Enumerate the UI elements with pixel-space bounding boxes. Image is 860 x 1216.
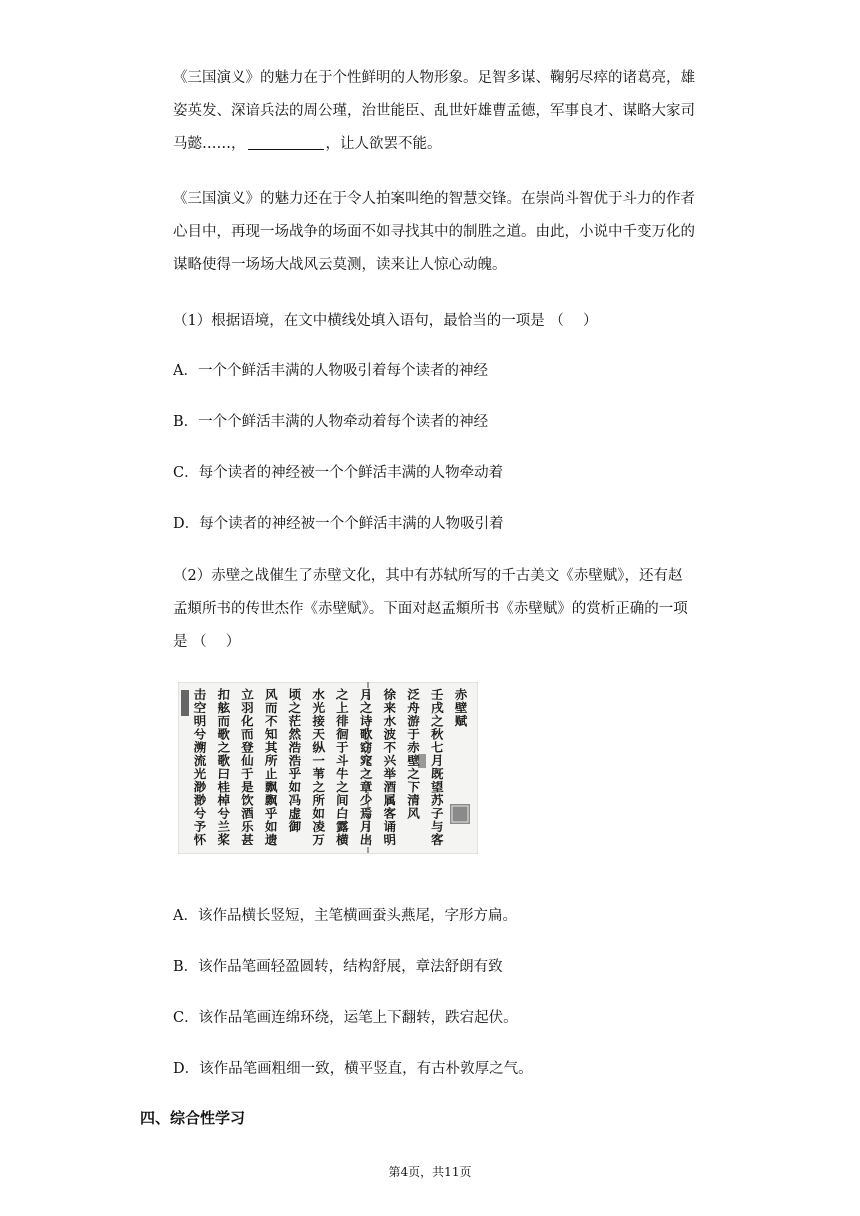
calligraphy-char: 戌: [430, 699, 444, 716]
calligraphy-char: 止: [264, 765, 278, 782]
question-1-stem: （1）根据语境，在文中横线处填入语句，最恰当的一项是 （ ）: [173, 313, 598, 329]
calligraphy-char: 怀: [193, 831, 207, 848]
calligraphy-char: 溯: [193, 739, 207, 756]
question-2-option-b: B．该作品笔画轻盈圆转，结构舒展，章法舒朗有致: [173, 959, 503, 975]
calligraphy-char: 兮: [193, 805, 207, 821]
calligraphy-char: 间: [335, 792, 349, 808]
question-1-option-c: C．每个读者的神经被一个个鲜活丰满的人物牵动着: [173, 465, 504, 481]
calligraphy-char: 赤: [454, 686, 468, 703]
calligraphy-char: 仙: [240, 752, 254, 769]
text-line: （2）赤壁之战催生了赤壁文化，其中有苏轼所写的千古美文《赤壁赋》，还有赵: [173, 568, 683, 584]
calligraphy-char: 冯: [288, 792, 302, 808]
question-1-option-d: D．每个读者的神经被一个个鲜活丰满的人物吸引着: [173, 516, 504, 532]
calligraphy-char: 子: [430, 805, 444, 822]
calligraphy-char: 扣: [217, 686, 231, 703]
calligraphy-char: 棹: [217, 792, 230, 808]
calligraphy-char: 波: [383, 726, 397, 742]
calligraphy-char: 属: [383, 792, 397, 809]
calligraphy-char: 万: [312, 832, 326, 848]
calligraphy-char: 少: [359, 792, 373, 808]
calligraphy-char: 羽: [241, 700, 254, 716]
calligraphy-char: 光: [193, 766, 207, 782]
text-line: 《三国演义》的魅力在于个性鲜明的人物形象。足智多谋、鞠躬尽瘁的诸葛亮，雄: [173, 70, 695, 86]
calligraphy-char: 与: [430, 818, 444, 835]
calligraphy-char: 之: [335, 686, 350, 703]
calligraphy-char: 于: [407, 726, 420, 742]
question-2-stem: [173, 560, 721, 659]
calligraphy-char: 所: [264, 752, 278, 769]
calligraphy-char: 兰: [217, 818, 231, 835]
calligraphy-char: 所: [312, 792, 326, 808]
calligraphy-char: 兮: [217, 805, 231, 822]
text-line: 心目中，再现一场战争的场面不如寻找其中的制胜之道。由此，小说中千变万化的: [173, 224, 695, 240]
calligraphy-char: 之: [359, 700, 373, 716]
calligraphy-char: 如: [288, 779, 302, 795]
calligraphy-char: 乐: [241, 818, 254, 835]
calligraphy-char: 诗: [359, 713, 373, 729]
calligraphy-char: 渺: [193, 778, 207, 795]
calligraphy-char: 甚: [240, 831, 254, 848]
calligraphy-char: 而: [264, 700, 278, 716]
calligraphy-char: 歌: [217, 753, 230, 768]
calligraphy-char: 不: [264, 712, 278, 729]
calligraphy-char: 之: [359, 765, 373, 782]
calligraphy-char: 壁: [454, 700, 468, 716]
calligraphy-char: 明: [383, 831, 397, 848]
calligraphy-char: 徊: [335, 726, 350, 743]
calligraphy-char: 击: [193, 686, 207, 703]
calligraphy-char: 浩: [288, 739, 302, 756]
calligraphy-char: 而: [240, 726, 255, 743]
text-line: 是 （ ）: [173, 634, 241, 650]
question-1-option-a: A．一个个鲜活丰满的人物吸引着每个读者的神经: [173, 363, 488, 379]
calligraphy-char: 乎: [264, 805, 278, 822]
calligraphy-char: 茫: [288, 713, 302, 729]
calligraphy-char: 立: [240, 686, 255, 703]
calligraphy-char: 之: [431, 713, 444, 729]
calligraphy-char: 来: [383, 699, 397, 716]
calligraphy-char: 徐: [383, 686, 397, 703]
text-line: 孟頫所书的传世杰作《赤壁赋》。下面对赵孟頫所书《赤壁赋》的赏析正确的一项: [173, 601, 688, 617]
calligraphy-char: 下: [406, 778, 421, 795]
calligraphy-char: 章: [359, 779, 373, 795]
calligraphy-char: 遗: [264, 831, 278, 848]
calligraphy-char: 不: [383, 739, 397, 756]
calligraphy-char: 兮: [193, 726, 207, 742]
calligraphy-char: 御: [288, 818, 302, 835]
calligraphy-char: 纵: [311, 739, 326, 756]
calligraphy-char: 诵: [383, 818, 397, 835]
calligraphy-char: 饮: [240, 792, 254, 808]
calligraphy-char: 虚: [288, 805, 302, 821]
calligraphy-char: 光: [311, 699, 326, 716]
calligraphy-char: 斗: [335, 752, 349, 769]
calligraphy-char: 出: [359, 831, 373, 848]
calligraphy-char: 酒: [240, 805, 255, 822]
calligraphy-char: 月: [359, 819, 373, 834]
text-line: 《三国演义》的魅力还在于令人拍案叫绝的智慧交锋。在崇尚斗智优于斗力的作者: [173, 191, 695, 207]
calligraphy-char: 空: [193, 699, 207, 716]
fill-blank: [248, 135, 324, 150]
calligraphy-char: 壁: [407, 752, 421, 769]
text-segment: ，让人欲罢不能。: [325, 136, 442, 152]
calligraphy-char: 如: [264, 818, 278, 835]
calligraphy-char: 飘: [264, 792, 278, 809]
calligraphy-char: 酒: [383, 779, 397, 795]
calligraphy-char: 秋: [430, 726, 444, 742]
calligraphy-char: 月: [431, 753, 444, 768]
calligraphy-char: 然: [288, 726, 302, 742]
calligraphy-char: 清: [407, 792, 421, 808]
text-segment: 马懿……，: [173, 136, 246, 152]
text-line: [173, 128, 721, 161]
calligraphy-char: 既: [430, 765, 444, 782]
calligraphy-char: 知: [264, 726, 278, 742]
calligraphy-char: 之: [335, 779, 349, 795]
calligraphy-char: 风: [264, 686, 278, 703]
calligraphy-char: 横: [335, 832, 349, 848]
calligraphy-char: 风: [407, 805, 420, 821]
calligraphy-char: 凌: [311, 818, 326, 835]
calligraphy-char: 苏: [431, 792, 444, 808]
calligraphy-char: 举: [383, 766, 397, 782]
page-footer: 第4页，共11页: [388, 1165, 472, 1179]
calligraphy-char: 桨: [217, 832, 230, 848]
calligraphy-char: 舟: [406, 699, 421, 716]
calligraphy-char: 之: [407, 766, 420, 782]
calligraphy-image: [178, 682, 478, 854]
calligraphy-char: 焉: [359, 805, 373, 822]
calligraphy-char: 乎: [288, 766, 302, 782]
passage-paragraph-1: [173, 62, 721, 161]
calligraphy-char: 窕: [359, 752, 373, 769]
calligraphy-char: 歌: [217, 726, 231, 742]
calligraphy-char: 歌: [359, 726, 373, 742]
calligraphy-char: 徘: [335, 713, 349, 729]
calligraphy-char: 露: [335, 818, 349, 835]
calligraphy-char: 之: [217, 739, 231, 756]
text-line: 姿英发、深谙兵法的周公瑾，治世能臣、乱世奸雄曹孟德，军事良才、谋略大家司: [173, 103, 695, 119]
section-title: 四、综合性学习: [140, 1109, 246, 1127]
calligraphy-char: 天: [312, 726, 326, 742]
calligraphy-char: 顷: [288, 687, 302, 702]
calligraphy-char: 牛: [335, 765, 350, 782]
question-1-option-b: B．一个个鲜活丰满的人物牵动着每个读者的神经: [173, 414, 489, 430]
calligraphy-char: 之: [311, 778, 326, 795]
calligraphy-char: 明: [193, 713, 207, 729]
calligraphy-char: 登: [241, 739, 254, 755]
calligraphy-char: 苇: [312, 765, 326, 782]
calligraphy-char: 一: [312, 752, 326, 769]
calligraphy-char: 流: [193, 752, 207, 769]
calligraphy-char: 月: [359, 686, 373, 703]
calligraphy-char: 其: [264, 739, 278, 755]
calligraphy-char: 曰: [217, 765, 231, 782]
calligraphy-char: 于: [240, 765, 255, 782]
calligraphy-char: 如: [312, 805, 326, 822]
calligraphy-char: 客: [431, 832, 444, 848]
calligraphy-char: 窈: [359, 739, 373, 755]
calligraphy-char: 接: [312, 713, 326, 729]
calligraphy-char: 兴: [383, 752, 397, 769]
calligraphy-char: 泛: [407, 686, 420, 703]
calligraphy-char: 赤: [406, 739, 421, 756]
question-2-option-c: C．该作品笔画连绵环绕，运笔上下翻转，跌宕起伏。: [173, 1010, 518, 1026]
question-2-option-a: A．该作品横长竖短，主笔横画蚕头燕尾，字形方扁。: [173, 908, 517, 924]
calligraphy-char: 水: [312, 686, 326, 703]
calligraphy-char: 于: [335, 739, 349, 756]
calligraphy-char: 化: [240, 713, 254, 729]
calligraphy-char: 赋: [454, 713, 468, 729]
text-line: 谋略使得一场场大战风云莫测，读来让人惊心动魄。: [173, 257, 507, 273]
calligraphy-char: 浩: [288, 752, 302, 769]
calligraphy-char: 上: [335, 699, 349, 716]
calligraphy-char: 而: [217, 713, 230, 729]
calligraphy-char: 之: [288, 699, 302, 716]
calligraphy-char: 游: [407, 713, 421, 729]
calligraphy-char: 水: [383, 712, 397, 729]
calligraphy-char: 舷: [217, 699, 231, 716]
calligraphy-char: 予: [193, 818, 207, 835]
calligraphy-char: 桂: [217, 779, 231, 795]
calligraphy-char: 白: [335, 805, 350, 822]
calligraphy-char: 渺: [193, 792, 207, 808]
calligraphy-char: 客: [383, 805, 397, 821]
calligraphy-char: 壬: [430, 686, 444, 703]
passage-paragraph-2: [173, 183, 721, 282]
calligraphy-char: 飘: [264, 779, 278, 795]
calligraphy-char: 七: [430, 739, 444, 756]
question-2-option-d: D．该作品笔画粗细一致，横平竖直，有古朴敦厚之气。: [173, 1061, 533, 1077]
calligraphy-char: 望: [430, 779, 444, 795]
calligraphy-char: 是: [241, 779, 254, 795]
